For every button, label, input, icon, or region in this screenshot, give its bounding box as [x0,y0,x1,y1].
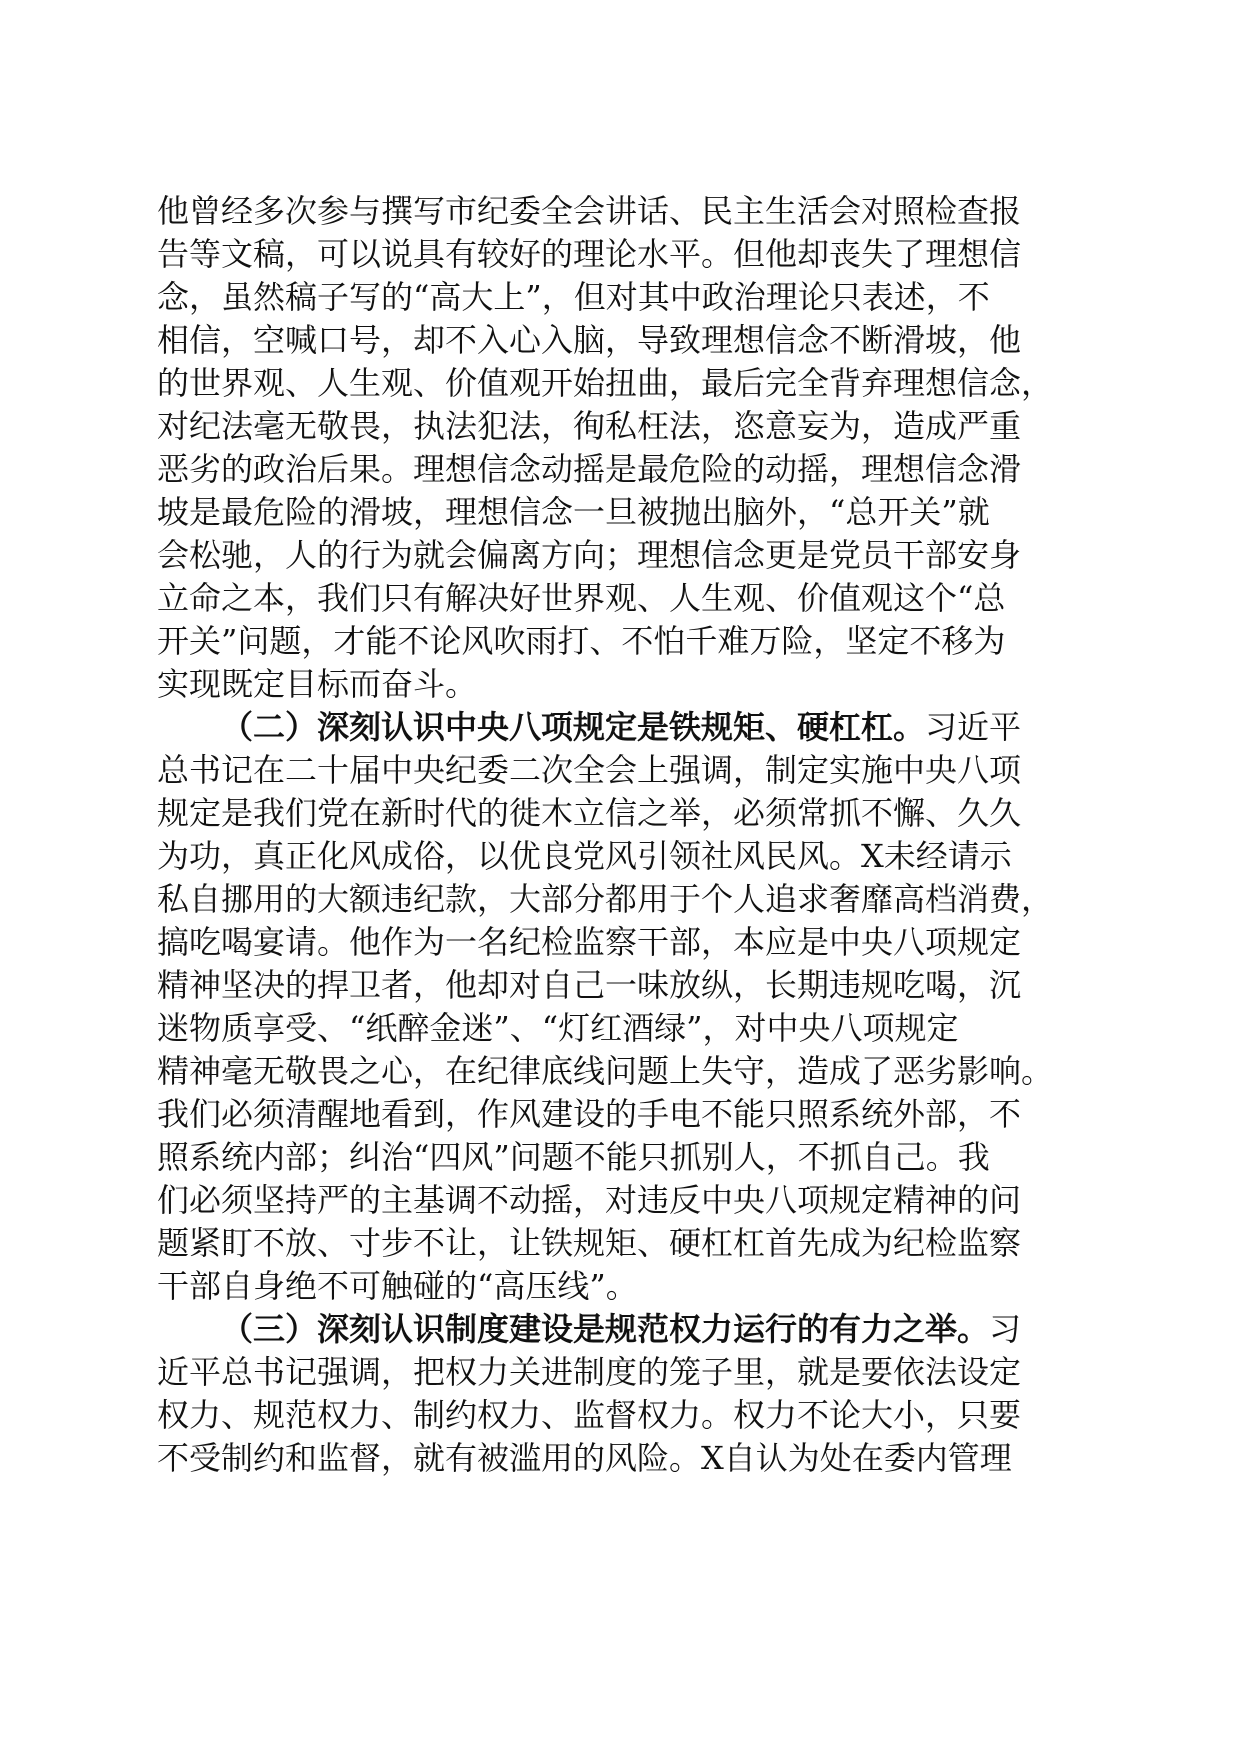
text-line: 立命之本，我们只有解决好世界观、人生观、价值观这个“总 [157,579,1006,617]
text-line: 相信，空喊口号，却不入心入脑，导致理想信念不断滑坡，他 [157,321,1022,359]
text-line: 对纪法毫无敬畏，执法犯法，徇私枉法，恣意妄为，造成严重 [157,407,1022,445]
text-line: 迷物质享受、“纸醉金迷”、“灯红酒绿”，对中央八项规定 [157,1009,959,1047]
text-line: 们必须坚持严的主基调不动摇，对违反中央八项规定精神的问 [157,1181,1022,1219]
text-line: 实现既定目标而奋斗。 [157,665,478,703]
section-heading-line [157,1308,1092,1351]
text-line: 为功，真正化风成俗，以优良党风引领社风民风。X未经请示 [157,837,1012,875]
text-line: 的世界观、人生观、价值观开始扭曲，最后完全背弃理想信念， [157,364,1054,402]
section-heading: （三）深刻认识制度建设是规范权力运行的有力之举。 [221,1310,990,1348]
text-line: 坡是最危险的滑坡，理想信念一旦被抛出脑外，“总开关”就 [157,493,990,531]
text-line: 不受制约和监督，就有被滥用的风险。X自认为处在委内管理 [157,1439,1012,1477]
text-line: 干部自身绝不可触碰的“高压线”。 [157,1267,638,1305]
text-line: 私自挪用的大额违纪款，大部分都用于个人追求奢靡高档消费， [157,880,1054,918]
text-line: 精神坚决的捍卫者，他却对自己一味放纵，长期违规吃喝，沉 [157,966,1022,1004]
section-heading: （二）深刻认识中央八项规定是铁规矩、硬杠杠。 [221,708,926,746]
text-line: 精神毫无敬畏之心，在纪律底线问题上失守，造成了恶劣影响。 [157,1052,1054,1090]
text-line: 题紧盯不放、寸步不让，让铁规矩、硬杠杠首先成为纪检监察 [157,1224,1022,1262]
text-line: 照系统内部；纠治“四风”问题不能只抓别人，不抓自己。我 [157,1138,990,1176]
text-line: 会松驰，人的行为就会偏离方向；理想信念更是党员干部安身 [157,536,1022,574]
text-line: 告等文稿，可以说具有较好的理论水平。但他却丧失了理想信 [157,235,1022,273]
text-line: 恶劣的政治后果。理想信念动摇是最危险的动摇，理想信念滑 [157,450,1022,488]
heading-line-rest: 习近平 [925,708,1022,746]
document-body [157,190,1092,1480]
section-heading-line [157,706,1092,749]
text-line: 念，虽然稿子写的“高大上”，但对其中政治理论只表述，不 [157,278,990,316]
text-line: 权力、规范权力、制约权力、监督权力。权力不论大小，只要 [157,1396,1022,1434]
heading-line-rest: 习 [989,1310,1022,1348]
text-line: 他曾经多次参与撰写市纪委全会讲话、民主生活会对照检查报 [157,192,1022,230]
text-line: 总书记在二十届中央纪委二次全会上强调，制定实施中央八项 [157,751,1022,789]
text-line: 规定是我们党在新时代的徙木立信之举，必须常抓不懈、久久 [157,794,1022,832]
text-line: 我们必须清醒地看到，作风建设的手电不能只照系统外部，不 [157,1095,1022,1133]
text-line: 开关”问题，才能不论风吹雨打、不怕千难万险，坚定不移为 [157,622,1006,660]
text-line: 近平总书记强调，把权力关进制度的笼子里，就是要依法设定 [157,1353,1022,1391]
text-line: 搞吃喝宴请。他作为一名纪检监察干部，本应是中央八项规定 [157,923,1022,961]
